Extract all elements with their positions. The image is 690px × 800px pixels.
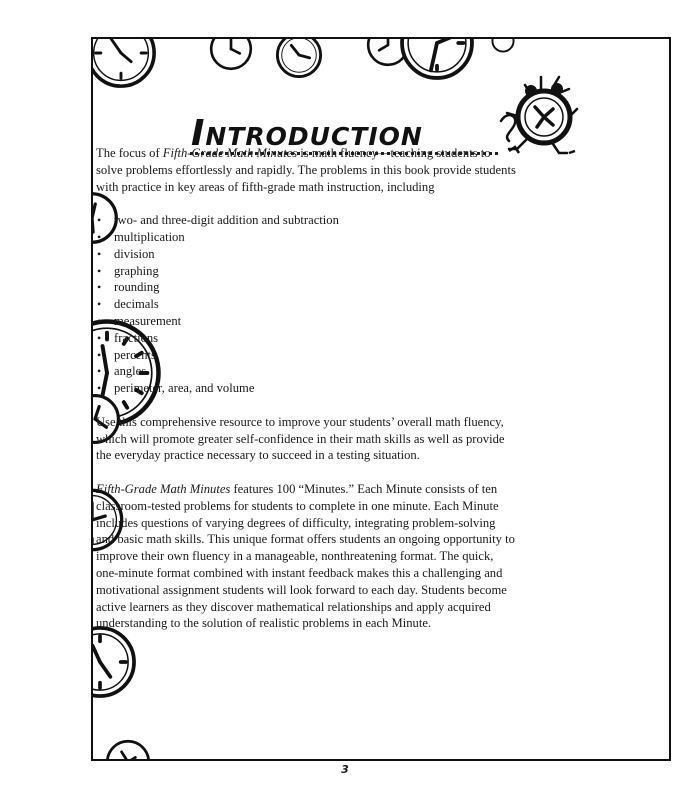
wall-clock-icon <box>105 739 151 761</box>
list-item: • division <box>96 246 516 263</box>
p3-body-text: features 100 “Minutes.” Each Minute consists of ten classroom-tested problems for students to complete in one minute. Each Minute includes questions of varying degrees of difficulty, integrating problem-solving and basic math skills. This unique format offers students an ongoing opportunity to improve their own fluency in a manageable, nonthreatening format. The quick, one-minute format combined with instant feedback makes this a challenging and motivational assignment students will look forward to each day. Students become active learners as they discover mathematical relationships and apply acquired understanding to the solution of realistic problems in each Minute. <box>96 481 515 631</box>
title-initial: I <box>191 113 206 154</box>
list-item: • fractions <box>96 330 516 347</box>
wall-clock-icon <box>91 625 137 699</box>
topic-list <box>96 212 516 397</box>
list-item: • two- and three-digit addition and subtraction <box>96 212 516 229</box>
wall-clock-icon <box>275 37 323 79</box>
list-item: • perimeter, area, and volume <box>96 380 516 397</box>
list-item: • percents <box>96 347 516 364</box>
list-item: • graphing <box>96 263 516 280</box>
book-title-italic: Fifth-Grade Math Minutes <box>162 146 298 160</box>
intro-paragraph-3 <box>96 481 516 632</box>
list-item: • angles <box>96 363 516 380</box>
list-item: • rounding <box>96 279 516 296</box>
wall-clock-icon <box>399 37 475 81</box>
wall-clock-icon <box>91 37 157 89</box>
wall-clock-icon <box>209 37 253 71</box>
p1-body-text: is math fluency—teaching students to solve problems effortlessly and rapidly. The problems in this book provide students with practice in key areas of fifth-grade math instruction, including <box>96 146 516 194</box>
intro-content <box>96 145 516 632</box>
wall-clock-icon <box>491 37 515 53</box>
list-item: • measurement <box>96 313 516 330</box>
intro-paragraph-2: Use this comprehensive resource to improve your students’ overall math fluency, which will promote greater self-confidence in their math skills as well as provide the everyday practice necessary to succeed in a testing situation. <box>96 414 505 463</box>
page-number: 3 <box>341 763 349 776</box>
list-item: • multiplication <box>96 229 516 246</box>
list-item: • decimals <box>96 296 516 313</box>
p1-lead-text: The focus of <box>96 146 163 160</box>
intro-paragraph-1 <box>96 145 516 195</box>
title-rest: NTRODUCTION <box>205 122 423 151</box>
book-title-italic: Fifth-Grade Math Minutes <box>96 481 231 496</box>
